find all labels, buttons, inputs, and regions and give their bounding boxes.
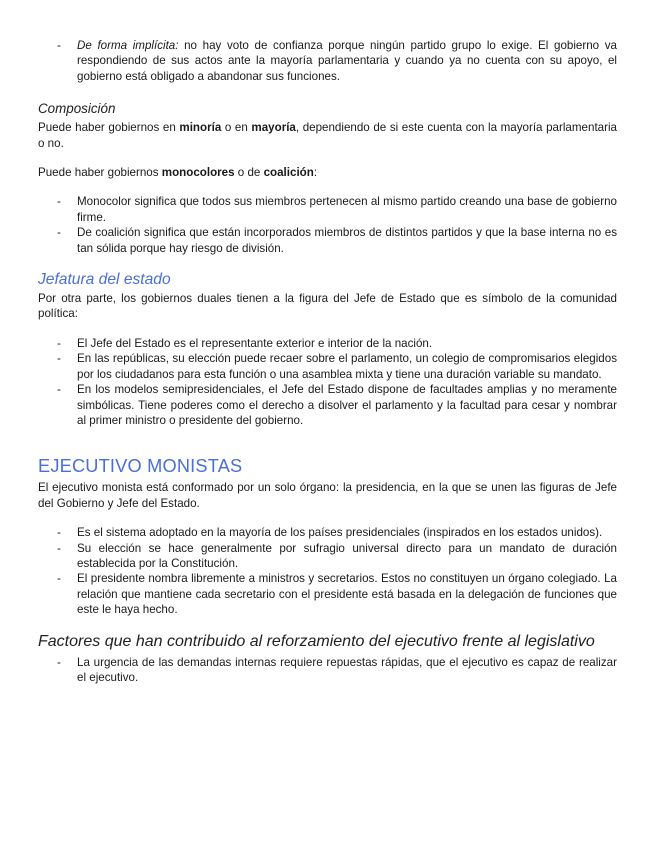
factores-list [38,655,617,686]
item-text: En las repúblicas, su elección puede recaer sobre el parlamento, un colegio de compromisarios elegidos por los ciudadanos para esta función o una asamblea mixta y tiene una duración variable su mandato. [77,352,617,381]
list-item [38,336,617,351]
jefatura-list [38,336,617,428]
dash-marker: - [57,541,61,555]
list-item [38,351,617,382]
item-text: El presidente nombra libremente a ministros y secretarios. Estos no constituyen un órgano colegiado. La relación que mantiene cada secretario con el presidente está basada en la delegación de funciones que este le haya hecho. [77,572,617,617]
dash-marker: - [57,352,61,366]
list-item [38,571,617,617]
section-heading-composicion: Composición [38,101,116,117]
item-text: no hay voto de confianza porque ningún partido grupo lo exige. El gobierno va respondiendo de sus actos ante la mayoría parlamentaria y cuando ya no cuenta con su apoyo, el gobierno está obligado a abandonar sus funciones. [77,39,618,83]
item-text: De coalición significa que están incorporados miembros de distintos partidos y que la base interna no es tan sólida porque hay riesgo de división. [77,226,617,255]
item-text: La urgencia de las demandas internas requiere repuestas rápidas, que el ejecutivo es capaz de realizar el ejecutivo. [77,656,617,685]
dash-marker: - [57,39,61,52]
dash-marker: - [57,526,61,540]
dash-marker: - [57,572,61,586]
bold-term: minoría [179,121,222,135]
paragraph-monistas-intro: El ejecutivo monista está conformado por un solo órgano: la presidencia, en la que se unen las figuras de Jefe del Gobierno y Jefe del Estado. [38,481,617,510]
monistas-list [38,525,617,617]
dash-marker: - [57,336,61,350]
list-item [38,38,617,84]
dash-marker: - [57,383,61,397]
bold-term: monocolores [161,166,235,180]
text-run: Puede haber gobiernos [38,166,162,180]
section-heading-factores: Factores que han contribuido al reforzamiento del ejecutivo frente al legislativo [38,632,595,650]
list-item [38,194,617,225]
list-item [38,655,617,686]
text-run: o de [234,166,264,180]
item-lead-italic: De forma implícita: [77,39,179,52]
section-heading-monistas: EJECUTIVO MONISTAS [38,456,243,477]
intro-list [38,38,617,84]
text-run: Puede haber gobiernos en [38,121,180,135]
paragraph-coalicion [38,165,617,180]
list-item [38,225,617,256]
text-run: : [313,166,318,180]
list-item [38,382,617,428]
paragraph-jefatura-intro: Por otra parte, los gobiernos duales tienen a la figura del Jefe de Estado que es símbolo de la comunidad política: [38,292,617,321]
dash-marker: - [57,226,61,240]
text-run: o en [221,121,252,135]
section-heading-jefatura: Jefatura del estado [38,271,171,289]
dash-marker: - [57,656,61,670]
bold-term: coalición [263,166,314,180]
item-text: Su elección se hace generalmente por sufragio universal directo para un mandato de duración establecida por la Constitución. [77,541,617,570]
dash-marker: - [57,195,61,209]
item-text: El Jefe del Estado es el representante exterior e interior de la nación. [77,336,433,350]
paragraph-mayoria [38,120,617,151]
composicion-list [38,194,617,256]
item-text: Monocolor significa que todos sus miembros pertenecen al mismo partido creando una base de gobierno firme. [77,195,617,224]
list-item [38,525,617,540]
list-item [38,541,617,572]
item-text: En los modelos semipresidenciales, el Jefe del Estado dispone de facultades amplias y no meramente simbólicas. Tiene poderes como el derecho a disolver el parlamento y la facultad para cesar y nombrar al primer ministro o presidente del gobierno. [77,383,617,427]
text-run: , dependiendo de si este cuenta con la mayoría parlamentaria o no. [38,121,617,150]
item-text: Es el sistema adoptado en la mayoría de los países presidenciales (inspirados en los estados unidos). [77,526,603,540]
bold-term: mayoría [251,121,296,135]
